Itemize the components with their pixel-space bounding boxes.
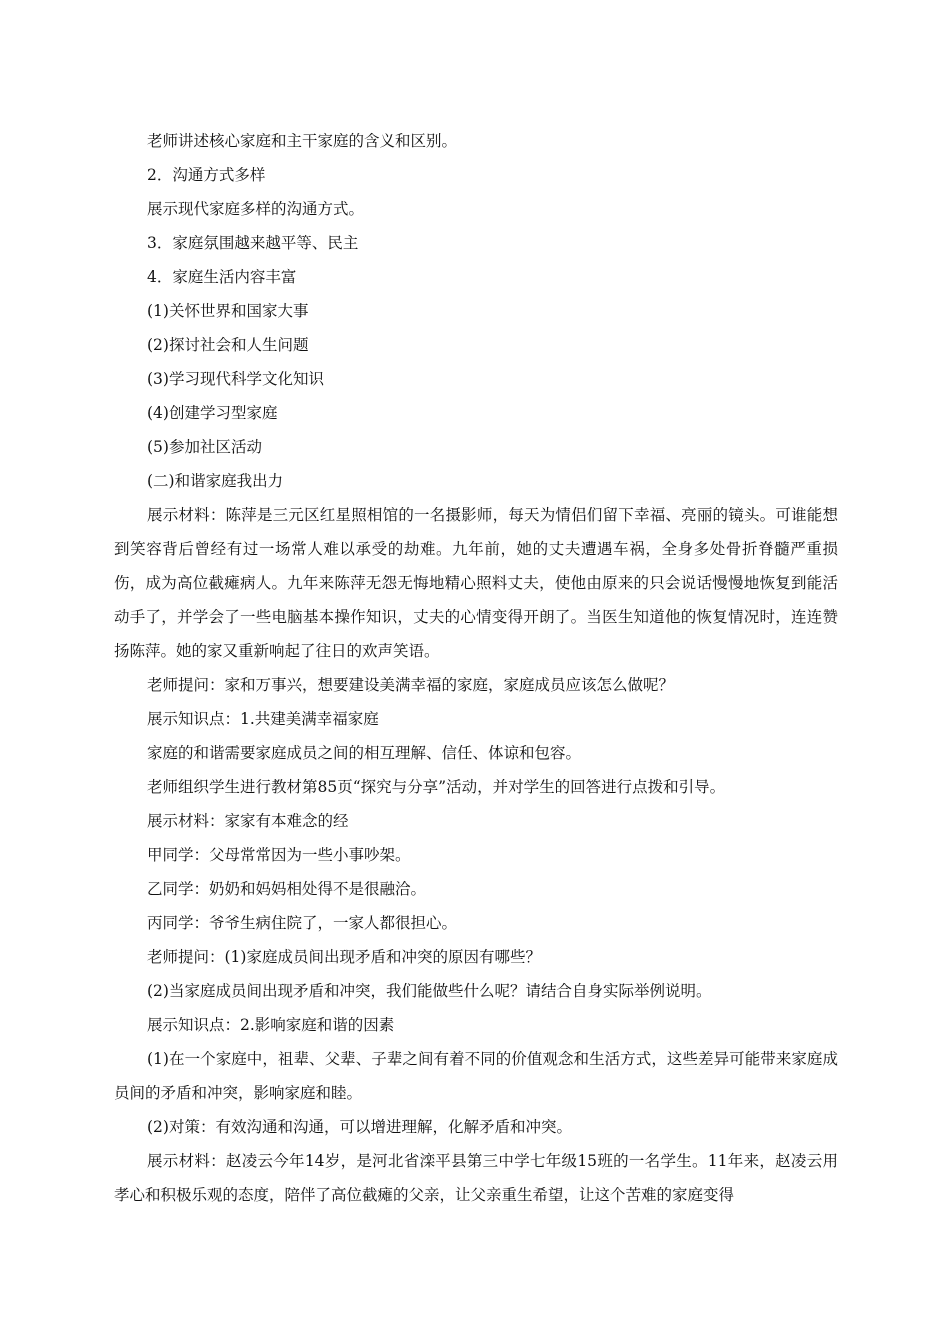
student-statement: 丙同学：爷爷生病住院了，一家人都很担心。: [147, 914, 458, 932]
section-heading: 3．家庭氛围越来越平等、民主: [147, 234, 359, 252]
material-paragraph-zhao: 展示材料：赵凌云今年14岁，是河北省滦平县第三中学七年级15班的一名学生。11年来，赵凌云用孝心和积极乐观的态度，陪伴了高位截瘫的父亲，让父亲重生希望，让这个苦难的家庭变得: [114, 1152, 838, 1204]
knowledge-point: 展示知识点：2.影响家庭和谐的因素: [147, 1016, 395, 1034]
section-heading: (二)和谐家庭我出力: [147, 472, 284, 490]
list-item: (2)探讨社会和人生问题: [147, 336, 309, 354]
text-line: 展示现代家庭多样的沟通方式。: [147, 200, 365, 218]
student-statement: 甲同学：父母常常因为一些小事吵架。: [147, 846, 411, 864]
teacher-question: 老师提问：(1)家庭成员间出现矛盾和冲突的原因有哪些？: [147, 948, 541, 966]
text-line: 老师组织学生进行教材第85页“探究与分享”活动，并对学生的回答进行点拨和引导。: [147, 778, 726, 796]
material-paragraph-chenping: 展示材料：陈萍是三元区红星照相馆的一名摄影师，每天为情侣们留下幸福、亮丽的镜头。可谁能想到笑容背后曾经有过一场常人难以承受的劫难。九年前，她的丈夫遭遇车祸，全身多处骨折脊髓严重损伤，成为高位截瘫病人。九年来陈萍无怨无悔地精心照料丈夫，使他由原来的只会说话慢慢地恢复到能活动手了，并学会了一些电脑基本操作知识，丈夫的心情变得开朗了。当医生知道他的恢复情况时，连连赞扬陈萍。她的家又重新响起了往日的欢声笑语。: [114, 506, 838, 660]
list-item: (4)创建学习型家庭: [147, 404, 278, 422]
section-heading: 4．家庭生活内容丰富: [147, 268, 297, 286]
factor-paragraph: (1)在一个家庭中，祖辈、父辈、子辈之间有着不同的价值观念和生活方式，这些差异可能带来家庭成员间的矛盾和冲突，影响家庭和睦。: [114, 1050, 838, 1102]
text-line: 老师讲述核心家庭和主干家庭的含义和区别。: [147, 132, 458, 150]
teacher-question: (2)当家庭成员间出现矛盾和冲突，我们能做些什么呢？请结合自身实际举例说明。: [147, 982, 712, 1000]
list-item: (3)学习现代科学文化知识: [147, 370, 324, 388]
student-statement: 乙同学：奶奶和妈妈相处得不是很融洽。: [147, 880, 427, 898]
knowledge-point: 展示知识点：1.共建美满幸福家庭: [147, 710, 379, 728]
material-title: 展示材料：家家有本难念的经: [147, 812, 349, 830]
countermeasure-line: (2)对策：有效沟通和沟通，可以增进理解，化解矛盾和冲突。: [147, 1118, 572, 1136]
text-line: 家庭的和谐需要家庭成员之间的相互理解、信任、体谅和包容。: [147, 744, 582, 762]
document-body: [114, 124, 838, 1212]
teacher-question: 老师提问：家和万事兴，想要建设美满幸福的家庭，家庭成员应该怎么做呢？: [147, 676, 675, 694]
section-heading: 2．沟通方式多样: [147, 166, 266, 184]
list-item: (1)关怀世界和国家大事: [147, 302, 309, 320]
list-item: (5)参加社区活动: [147, 438, 262, 456]
